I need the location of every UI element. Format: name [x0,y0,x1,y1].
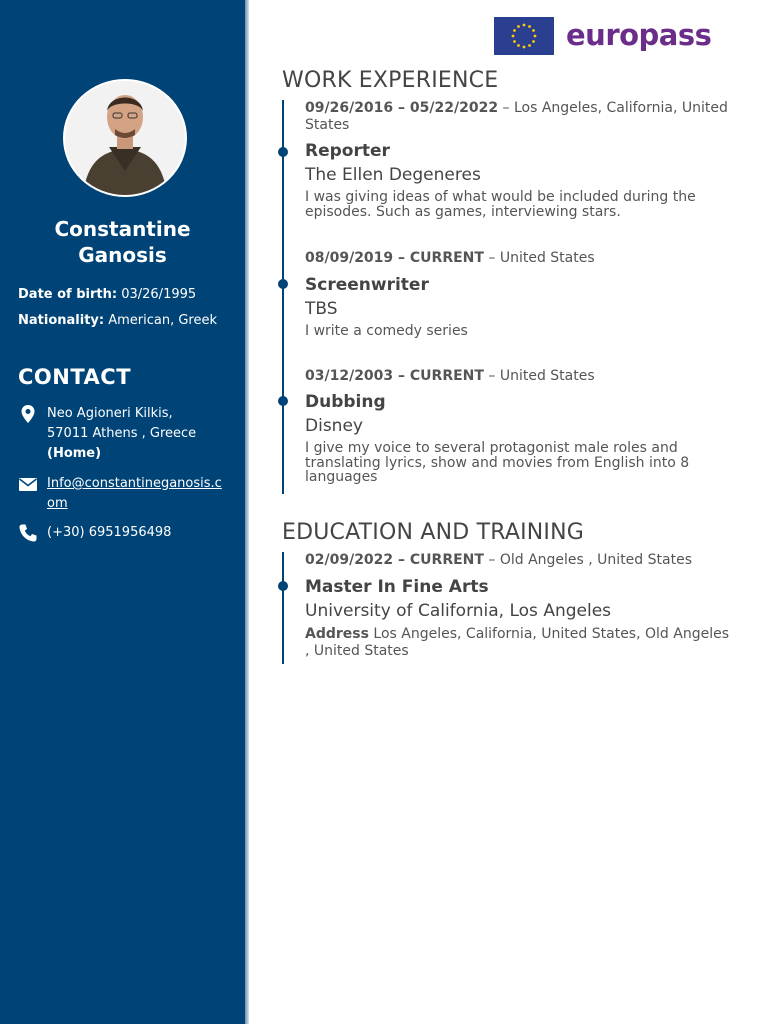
europass-wordmark: europass [566,18,712,52]
entry-description: I write a comedy series [305,323,468,339]
envelope-icon [18,474,38,494]
address-label: Address [305,626,369,642]
entry-organization: The Ellen Degeneres [305,165,481,185]
entry-description: I was giving ideas of what would be included during the episodes. Such as games, interviewing stars. [305,189,696,220]
dob-label: Date of birth: [18,287,118,302]
nationality-value: American, Greek [108,313,218,328]
entry-date-line [305,368,730,385]
work-timeline-line [282,100,284,494]
nationality [18,313,217,329]
date-of-birth [18,287,196,303]
address-value: Los Angeles, California, United States, Old Angeles , United States [305,626,729,659]
timeline-dot [278,581,288,591]
address-line1: Neo Agioneri Kilkis, [47,406,173,421]
work-experience-title: WORK EXPERIENCE [282,68,499,93]
entry-organization: Disney [305,416,363,436]
dob-value: 03/26/1995 [121,287,197,302]
location-pin-icon [18,404,38,424]
entry-description: I give my voice to several protagonist male roles and translating lyrics, show and movies from English into 8 languages [305,440,690,485]
profile-name [0,216,245,268]
work-entry-reporter [305,100,730,219]
entry-degree: Master In Fine Arts [305,577,489,597]
work-entry-dubbing [305,368,730,485]
entry-date-line [305,552,730,569]
sidebar [0,0,245,1024]
address-type: (Home) [47,446,102,461]
education-timeline-line [282,552,284,664]
eu-flag-icon [494,17,554,55]
entry-date: 03/12/2003 – CURRENT [305,368,484,384]
entry-date: 09/26/2016 – 05/22/2022 [305,100,499,116]
contact-title: CONTACT [18,365,132,389]
entry-location: – United States [483,368,595,384]
timeline-dot [278,396,288,406]
entry-location: – United States [483,250,595,266]
address-line2: 57011 Athens , Greece [47,426,197,441]
entry-organization: TBS [305,299,338,319]
sidebar-divider [245,0,249,1024]
entry-location: – Old Angeles , United States [483,552,692,568]
nationality-label: Nationality: [18,313,105,328]
entry-institution: University of California, Los Angeles [305,601,612,621]
entry-date: 08/09/2019 – CURRENT [305,250,484,266]
avatar [63,79,187,197]
entry-role: Dubbing [305,392,386,412]
entry-date: 02/09/2022 – CURRENT [305,552,484,568]
education-entry-master [305,552,730,660]
email-text [47,474,227,514]
first-name: Constantine [54,217,191,241]
entry-location: – Los Angeles, California, United States [305,100,728,133]
entry-date-line [305,100,730,134]
entry-role: Screenwriter [305,275,429,295]
email-link[interactable]: Info@constantineganosis.com [47,476,222,511]
work-entry-screenwriter [305,250,730,339]
entry-date-line [305,250,730,267]
europass-logo [494,17,712,55]
education-title: EDUCATION AND TRAINING [282,520,585,545]
last-name: Ganosis [78,243,167,267]
timeline-dot [278,147,288,157]
timeline-dot [278,279,288,289]
entry-role: Reporter [305,141,390,161]
entry-address [305,626,730,660]
phone-icon [18,523,38,543]
phone-text: (+30) 6951956498 [47,525,172,540]
address-text [47,404,227,464]
